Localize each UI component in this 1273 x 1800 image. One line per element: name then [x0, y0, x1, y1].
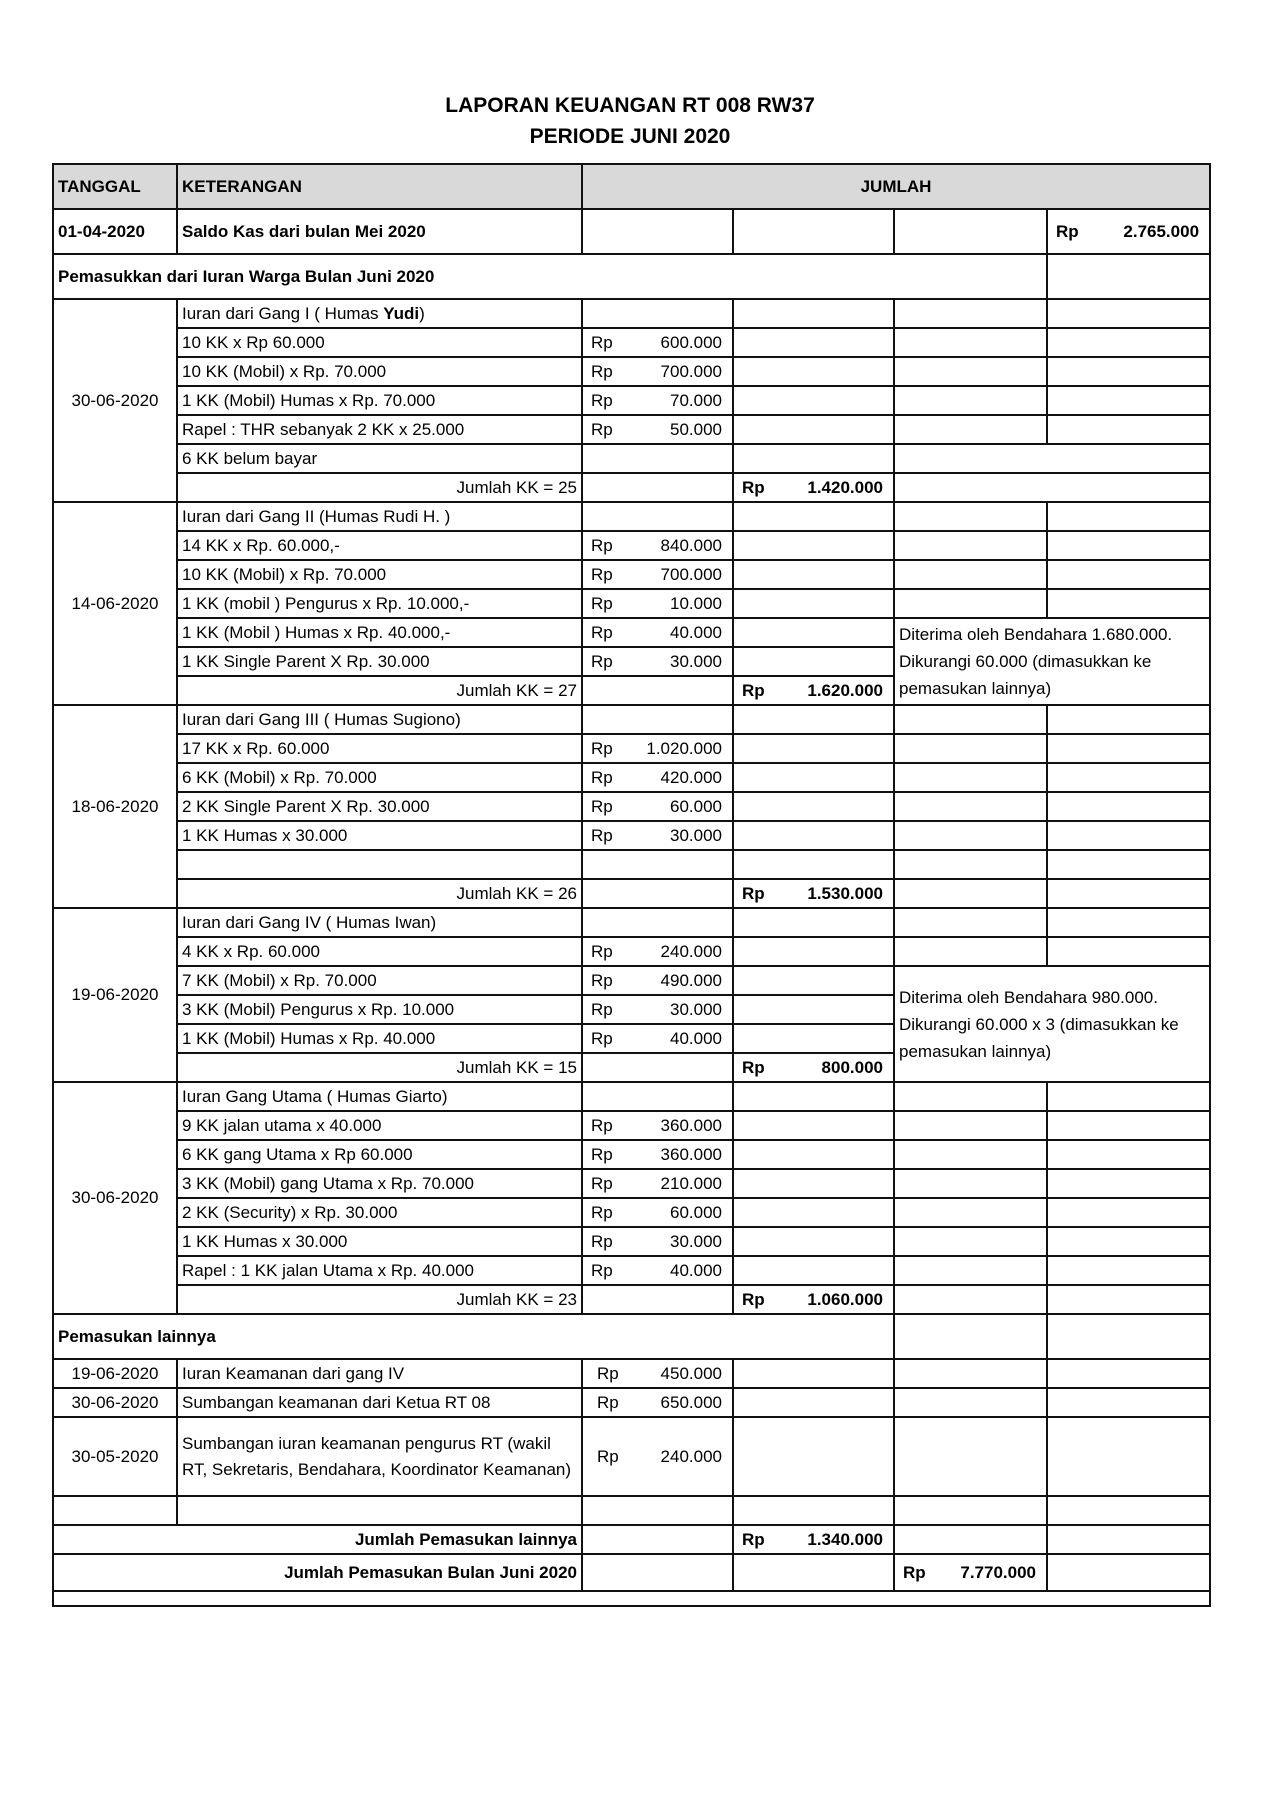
section-iuran-row	[53, 254, 1210, 299]
subtotal-amount: 800.000	[821, 1057, 883, 1077]
table-row: 14 KK x Rp. 60.000,- Rp 840.000	[53, 531, 1210, 560]
group-date: 19-06-2020	[53, 908, 177, 1082]
subtotal-amount: 1.060.000	[807, 1289, 883, 1309]
table-row	[53, 299, 1210, 328]
table-row: 3 KK (Mobil) Pengurus x Rp. 10.000 Rp 30.000	[53, 995, 1210, 1024]
subtotal-amount: 1.420.000	[807, 477, 883, 497]
lainnya-total-amount: 1.340.000	[807, 1529, 883, 1549]
table-row: 10 KK (Mobil) x Rp. 70.000 Rp 700.000	[53, 357, 1210, 386]
finance-table	[52, 163, 1211, 1607]
section-lainnya-row	[53, 1314, 1210, 1359]
group-title: Iuran dari Gang I ( Humas Yudi)	[177, 299, 582, 328]
group-title: Iuran dari Gang IV ( Humas Iwan)	[177, 908, 582, 937]
table-row: 1 KK (mobil ) Pengurus x Rp. 10.000,- Rp 10.000	[53, 589, 1210, 618]
table-footer-row	[53, 1591, 1210, 1606]
group-date: 30-06-2020	[53, 1082, 177, 1314]
section-lainnya-label: Pemasukan lainnya	[53, 1314, 894, 1359]
table-row: 6 KK (Mobil) x Rp. 70.000 Rp 420.000	[53, 763, 1210, 792]
saldo-label: Saldo Kas dari bulan Mei 2020	[177, 209, 582, 254]
group-title: Iuran dari Gang II (Humas Rudi H. )	[177, 502, 582, 531]
table-row	[53, 908, 1210, 937]
table-row: 30-06-2020 Sumbangan keamanan dari Ketua RT 08 Rp 650.000	[53, 1388, 1210, 1417]
saldo-amount-cell: Rp 2.765.000	[1047, 209, 1210, 254]
header-jumlah: JUMLAH	[582, 164, 1210, 209]
subtotal-row: Jumlah KK = 15 Rp 800.000	[53, 1053, 1210, 1082]
report-title: LAPORAN KEUANGAN RT 008 RW37	[445, 94, 815, 117]
group-note: Diterima oleh Bendahara 1.680.000. Dikurangi 60.000 (dimasukkan ke pemasukan lainnya)	[894, 618, 1210, 705]
table-row	[53, 502, 1210, 531]
table-row: 10 KK (Mobil) x Rp. 70.000 Rp 700.000	[53, 560, 1210, 589]
table-row: 1 KK (Mobil) Humas x Rp. 40.000 Rp 40.000	[53, 1024, 1210, 1053]
group-note: Diterima oleh Bendahara 980.000. Dikurangi 60.000 x 3 (dimasukkan ke pemasukan lainnya)	[894, 966, 1210, 1082]
table-row: 1 KK Humas x 30.000 Rp 30.000	[53, 821, 1210, 850]
table-row	[53, 1496, 1210, 1525]
table-row: 1 KK (Mobil) Humas x Rp. 70.000 Rp 70.000	[53, 386, 1210, 415]
subtotal-amount: 1.530.000	[807, 883, 883, 903]
saldo-date: 01-04-2020	[53, 209, 177, 254]
subtotal-amount: 1.620.000	[807, 680, 883, 700]
group-title: Iuran dari Gang III ( Humas Sugiono)	[177, 705, 582, 734]
group-date: 14-06-2020	[53, 502, 177, 705]
table-header-row	[53, 164, 1210, 209]
group-date: 18-06-2020	[53, 705, 177, 908]
table-row: 1 KK Single Parent X Rp. 30.000 Rp 30.000	[53, 647, 1210, 676]
header-tanggal: TANGGAL	[53, 164, 177, 209]
table-row: 30-05-2020 Sumbangan iuran keamanan pengurus RT (wakil RT, Sekretaris, Bendahara, Koordinator Keamanan) Rp 240.000	[53, 1417, 1210, 1496]
table-row: 19-06-2020 Iuran Keamanan dari gang IV Rp 450.000	[53, 1359, 1210, 1388]
header-keterangan: KETERANGAN	[177, 164, 582, 209]
table-row: 6 KK gang Utama x Rp 60.000 Rp 360.000	[53, 1140, 1210, 1169]
lainnya-total-row: Jumlah Pemasukan lainnya Rp 1.340.000	[53, 1525, 1210, 1554]
table-row: 6 KK belum bayar	[53, 444, 1210, 473]
table-row	[53, 705, 1210, 734]
subtotal-row: Jumlah KK = 25 Rp 1.420.000	[53, 473, 1210, 502]
group-title: Iuran Gang Utama ( Humas Giarto)	[177, 1082, 582, 1111]
grand-total-row: Jumlah Pemasukan Bulan Juni 2020 Rp 7.770.000	[53, 1554, 1210, 1591]
table-row: Rapel : 1 KK jalan Utama x Rp. 40.000 Rp 40.000	[53, 1256, 1210, 1285]
report-period: PERIODE JUNI 2020	[529, 125, 731, 148]
saldo-row	[53, 209, 1210, 254]
table-row: 2 KK (Security) x Rp. 30.000 Rp 60.000	[53, 1198, 1210, 1227]
group-date: 30-06-2020	[53, 299, 177, 502]
grand-total-amount: 7.770.000	[960, 1562, 1036, 1582]
table-row: 1 KK (Mobil ) Humas x Rp. 40.000,- Rp 40.000 Diterima oleh Bendahara 1.680.000. Dikurangi 60.000 (dimasukkan ke pemasukan lainnya)	[53, 618, 1210, 647]
table-row: 3 KK (Mobil) gang Utama x Rp. 70.000 Rp 210.000	[53, 1169, 1210, 1198]
saldo-amount: 2.765.000	[1123, 221, 1200, 241]
table-row: 7 KK (Mobil) x Rp. 70.000 Rp 490.000 Diterima oleh Bendahara 980.000. Dikurangi 60.000 x 3 (dimasukkan ke pemasukan lainnya)	[53, 966, 1210, 995]
subtotal-row: Jumlah KK = 27 Rp 1.620.000	[53, 676, 1210, 705]
subtotal-row: Jumlah KK = 26 Rp 1.530.000	[53, 879, 1210, 908]
table-row	[53, 850, 1210, 879]
table-row: 9 KK jalan utama x 40.000 Rp 360.000	[53, 1111, 1210, 1140]
subtotal-row: Jumlah KK = 23 Rp 1.060.000	[53, 1285, 1210, 1314]
section-iuran-label: Pemasukkan dari Iuran Warga Bulan Juni 2020	[53, 254, 1047, 299]
table-row: 2 KK Single Parent X Rp. 30.000 Rp 60.000	[53, 792, 1210, 821]
table-row: 10 KK x Rp 60.000 Rp 600.000	[53, 328, 1210, 357]
table-row	[53, 1082, 1210, 1111]
table-row: 1 KK Humas x 30.000 Rp 30.000	[53, 1227, 1210, 1256]
table-row: 17 KK x Rp. 60.000 Rp 1.020.000	[53, 734, 1210, 763]
table-row: Rapel : THR sebanyak 2 KK x 25.000 Rp 50.000	[53, 415, 1210, 444]
table-row: 4 KK x Rp. 60.000 Rp 240.000	[53, 937, 1210, 966]
